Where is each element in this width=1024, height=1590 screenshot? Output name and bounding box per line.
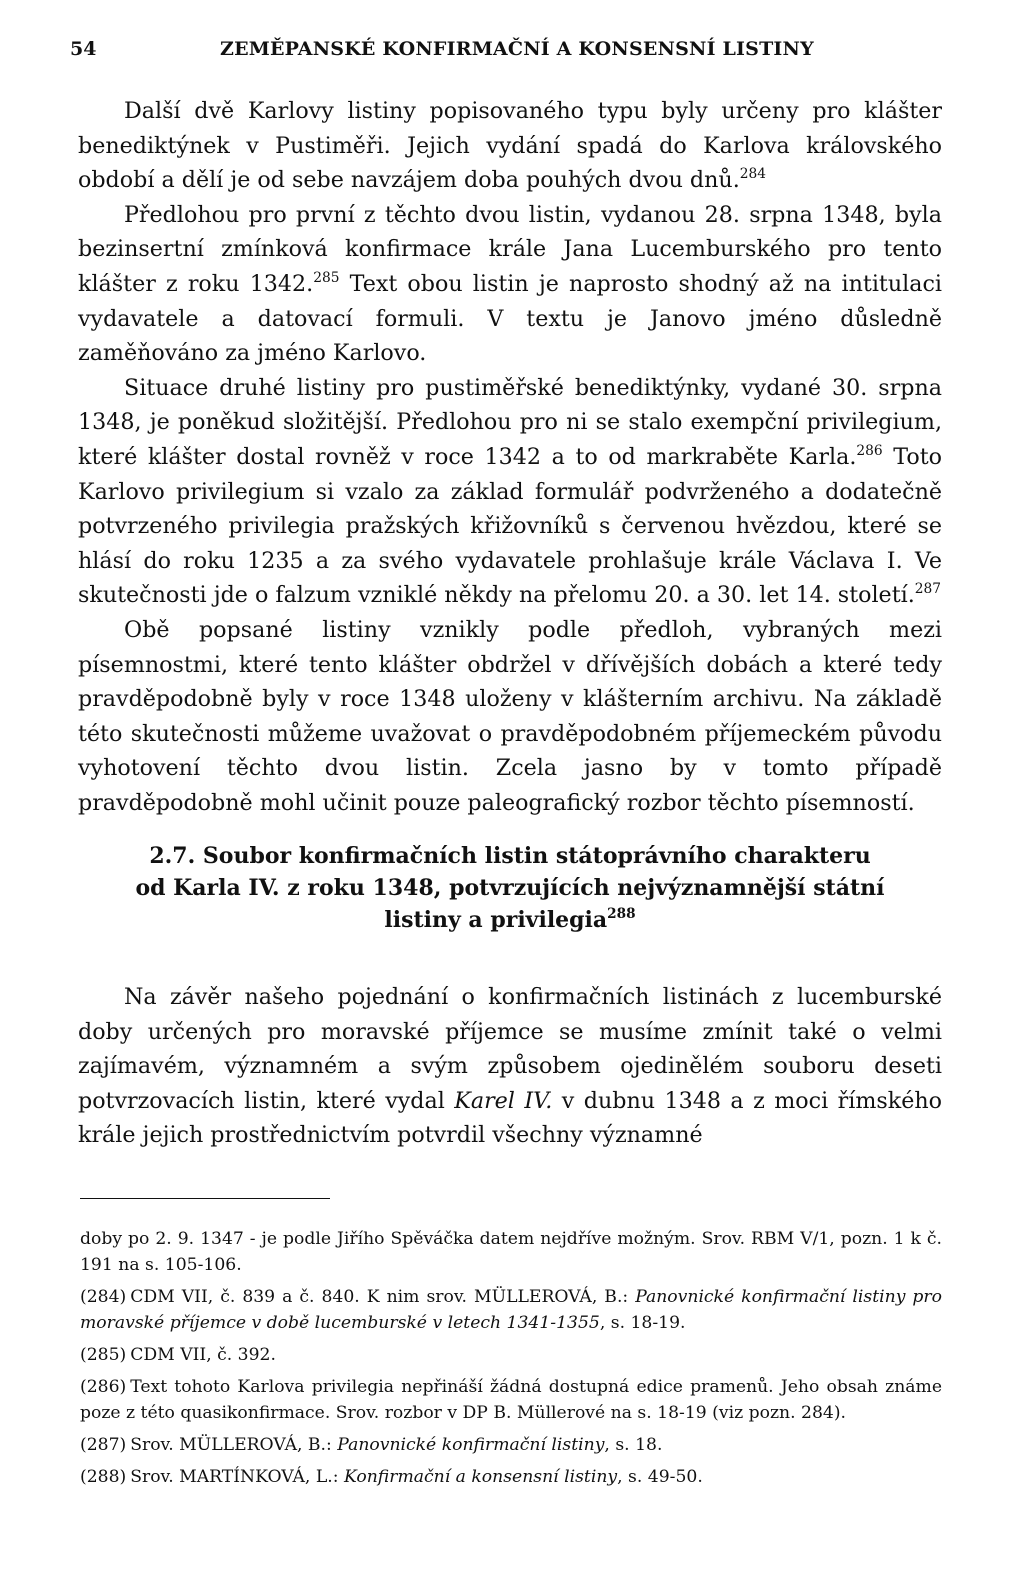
footnote-number: (287)	[80, 1435, 127, 1455]
page-header	[70, 38, 970, 62]
footnote-divider	[80, 1198, 330, 1199]
paragraph-2	[78, 198, 942, 371]
page-number: 54	[70, 38, 97, 60]
footnote-text: Text tohoto Karlova privilegia nepřináší žádná dostupná edice pramenů. Jeho obsah známe poze z této quasikonfirmace. Srov. rozbor v DP B. Müllerové na s. 18-19 (viz pozn. 284).	[80, 1377, 942, 1423]
footnote-number: (285)	[80, 1345, 127, 1365]
footnote-ref-288: 288	[607, 906, 636, 923]
running-title: ZEMĚPANSKÉ KONFIRMAČNÍ A KONSENSNÍ LISTINY	[220, 38, 814, 60]
footnote-text: CDM VII, č. 839 a č. 840. K nim srov. MÜLLEROVÁ, B.:	[130, 1287, 636, 1307]
footnote-number: (288)	[80, 1467, 127, 1487]
footnote-text: Srov. MARTÍNKOVÁ, L.:	[130, 1467, 344, 1487]
footnote-285	[80, 1342, 942, 1368]
footnote-284	[80, 1284, 942, 1336]
section-paragraph-text-a: Na závěr našeho pojednání o konfirmačních listinách z lucemburské doby určených pro moravské příjemce se musíme zmínit také o velmi zajímavém, významném a svým způsobem ojedinělém souboru deseti potvrzovacích listin, které vydal	[78, 984, 942, 1114]
paragraph-2-text-b: Text obou listin je naprosto shodný až na intitulaci vydavatele a datovací formuli. V textu je Janovo jméno důsledně zaměňováno za jméno Karlovo.	[78, 270, 942, 367]
footnote-text: Srov. MÜLLEROVÁ, B.:	[130, 1435, 338, 1455]
footnote-ref-287: 287	[914, 581, 942, 598]
footnote-text: , s. 49-50.	[617, 1467, 703, 1487]
section-heading	[78, 840, 942, 936]
footnote-text: , s. 18-19.	[599, 1313, 686, 1333]
paragraph-3-text-b: Toto Karlovo privilegium si vzalo za základ formulář podvrženého a dodatečně potvrzeného privilegia pražských křižovníků s červenou hvězdou, které se hlásí do roku 1235 a za svého vydavatele prohlašuje krále Václava I. Ve skutečnosti jde o falzum vzniklé někdy na přelomu 20. a 30. let 14. století.	[78, 443, 942, 609]
footnotes	[80, 1226, 942, 1496]
footnote-title: Konfirmační a konsensní listiny	[343, 1467, 618, 1487]
section-text	[78, 980, 942, 1153]
footnote-ref-284: 284	[739, 166, 766, 183]
section-heading-line-3	[78, 904, 942, 936]
paragraph-4	[78, 613, 942, 821]
paragraph-3	[78, 371, 942, 613]
main-text	[78, 94, 942, 820]
footnote-number: (284)	[80, 1287, 127, 1307]
footnote-288	[80, 1464, 942, 1490]
footnote-title: Panovnické konfirmační listiny	[337, 1435, 605, 1455]
section-paragraph-name: Karel IV.	[454, 1087, 553, 1114]
footnote-title: Panovnické konfirmační listiny pro moravské příjemce v době lucemburské v letech 1341-1355	[80, 1287, 942, 1333]
footnote-ref-285: 285	[313, 270, 340, 287]
footnote-number: (286)	[80, 1377, 127, 1397]
footnote-ref-286: 286	[856, 443, 883, 459]
section-heading-line-2: od Karla IV. z roku 1348, potvrzujících nejvýznamnější státní	[135, 875, 885, 901]
footnote-continuation: doby po 2. 9. 1347 - je podle Jiřího Spěváčka datem nejdříve možným. Srov. RBM V/1, pozn. 1 k č. 191 na s. 105-106.	[80, 1229, 942, 1275]
paragraph-1	[78, 94, 942, 198]
paragraph-4-text: Obě popsané listiny vznikly podle předloh, vybraných mezi písemnostmi, které tento klášter obdržel v dřívějších dobách a které tedy pravděpodobně byly v roce 1348 uloženy v klášterním archivu. Na základě této skutečnosti můžeme uvažovat o pravděpodobném příjemeckém původu vyhotovení těchto dvou listin. Zcela jasno by v tomto případě pravděpodobně mohl učinit pouze paleografický rozbor těchto písemností.	[78, 616, 942, 816]
section-paragraph	[78, 980, 942, 1153]
paragraph-2-text-a: Předlohou pro první z těchto dvou listin, vydanou 28. srpna 1348, byla bezinsertní zmínková konfirmace krále Jana Lucemburského pro tento klášter z roku 1342.	[78, 201, 942, 297]
footnote-text: CDM VII, č. 392.	[130, 1345, 276, 1365]
footnote-text: , s. 18.	[604, 1435, 663, 1455]
section-paragraph-text-b: v dubnu 1348 a z moci římského krále jejich prostřednictvím potvrdil všechny významné	[78, 1087, 942, 1149]
paragraph-3-text-a: Situace druhé listiny pro pustiměřské benediktýnky, vydané 30. srpna 1348, je poněkud složitější. Předlohou pro ni se stalo exempční privilegium, které klášter dostal rovněž v roce 1342 a to od markraběte Karla.	[78, 374, 942, 470]
footnote-287	[80, 1432, 942, 1458]
footnote-286	[80, 1374, 942, 1426]
paragraph-1-text: Další dvě Karlovy listiny popisovaného typu byly určeny pro klášter benediktýnek v Pustiměři. Jejich vydání spadá do Karlova královského období a dělí je od sebe navzájem doba pouhých dvou dnů.	[78, 98, 942, 194]
section-heading-line-1: 2.7. Soubor konfirmačních listin státoprávního charakteru	[149, 843, 871, 869]
section-heading-line-3-text: listiny a privilegia	[384, 907, 608, 933]
